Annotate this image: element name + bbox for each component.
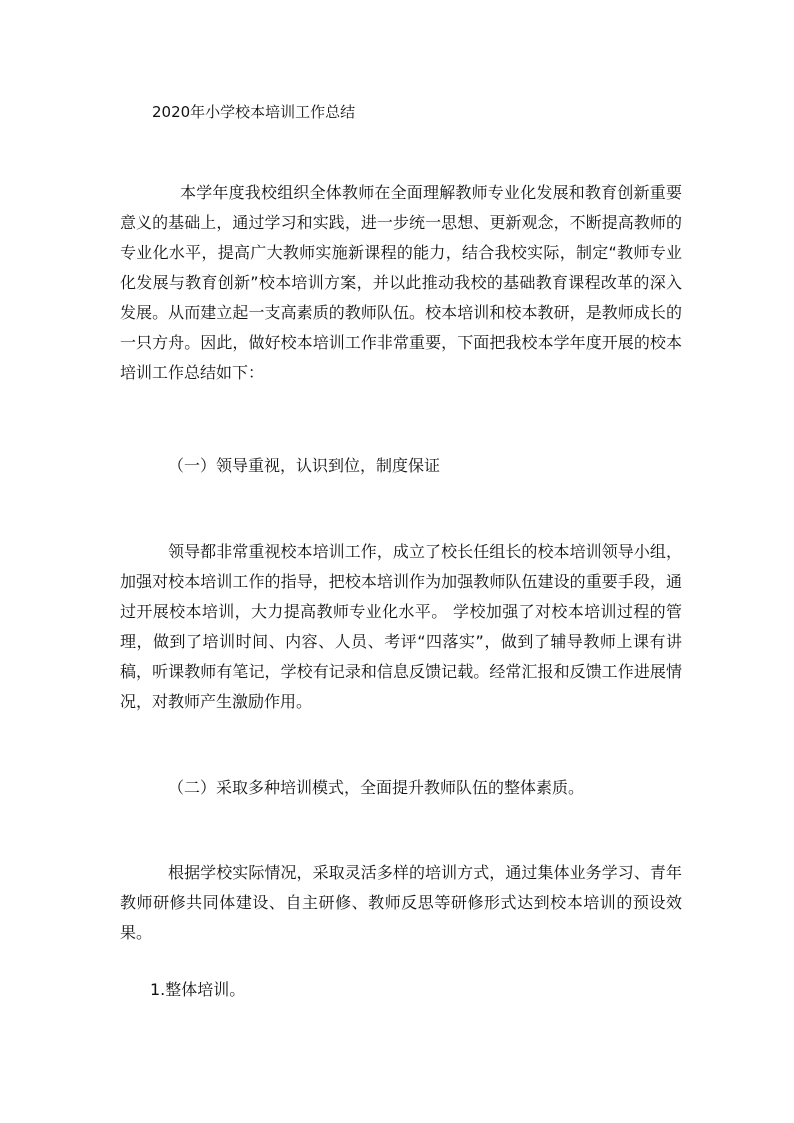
section-1-paragraph: 领导都非常重视校本培训工作，成立了校长任组长的校本培训领导小组，加强对校本培训工作的指导，把校本培训作为加强教师队伍建设的重要手段，通过开展校本培训，大力提高教师专业化水平。 学校加强了对校本培训过程的管理，做到了培训时间、内容、人员、考评“四落实”，做到了辅导教师上课有讲稿，听课教师有笔记，学校有记录和信息反馈记载。经常汇报和反馈工作进展情况，对教师产生激励作用。 <box>120 542 682 711</box>
section-1-heading: （一）领导重视，认识到位，制度保证 <box>168 456 441 475</box>
section-2-heading: （二）采取多种培训模式，全面提升教师队伍的整体素质。 <box>168 778 585 797</box>
document-title: 2020年小学校本培训工作总结 <box>152 103 356 121</box>
intro-paragraph: 本学年度我校组织全体教师在全面理解教师专业化发展和教育创新重要意义的基础上，通过学习和实践，进一步统一思想、更新观念，不断提高教师的专业化水平，提高广大教师实施新课程的能力，结合我校实际，制定“教师专业化发展与教育创新”校本培训方案，并以此推动我校的基础教育课程改革的深入发展。从而建立起一支高素质的教师队伍。校本培训和校本教研，是教师成长的一只方舟。因此，做好校本培训工作非常重要，下面把我校本学年度开展的校本培训工作总结如下： <box>120 183 682 382</box>
subsection-1-heading: 1.整体培训。 <box>150 980 246 999</box>
section-2-paragraph: 根据学校实际情况，采取灵活多样的培训方式，通过集体业务学习、青年教师研修共同体建设、自主研修、教师反思等研修形式达到校本培训的预设效果。 <box>120 863 682 942</box>
